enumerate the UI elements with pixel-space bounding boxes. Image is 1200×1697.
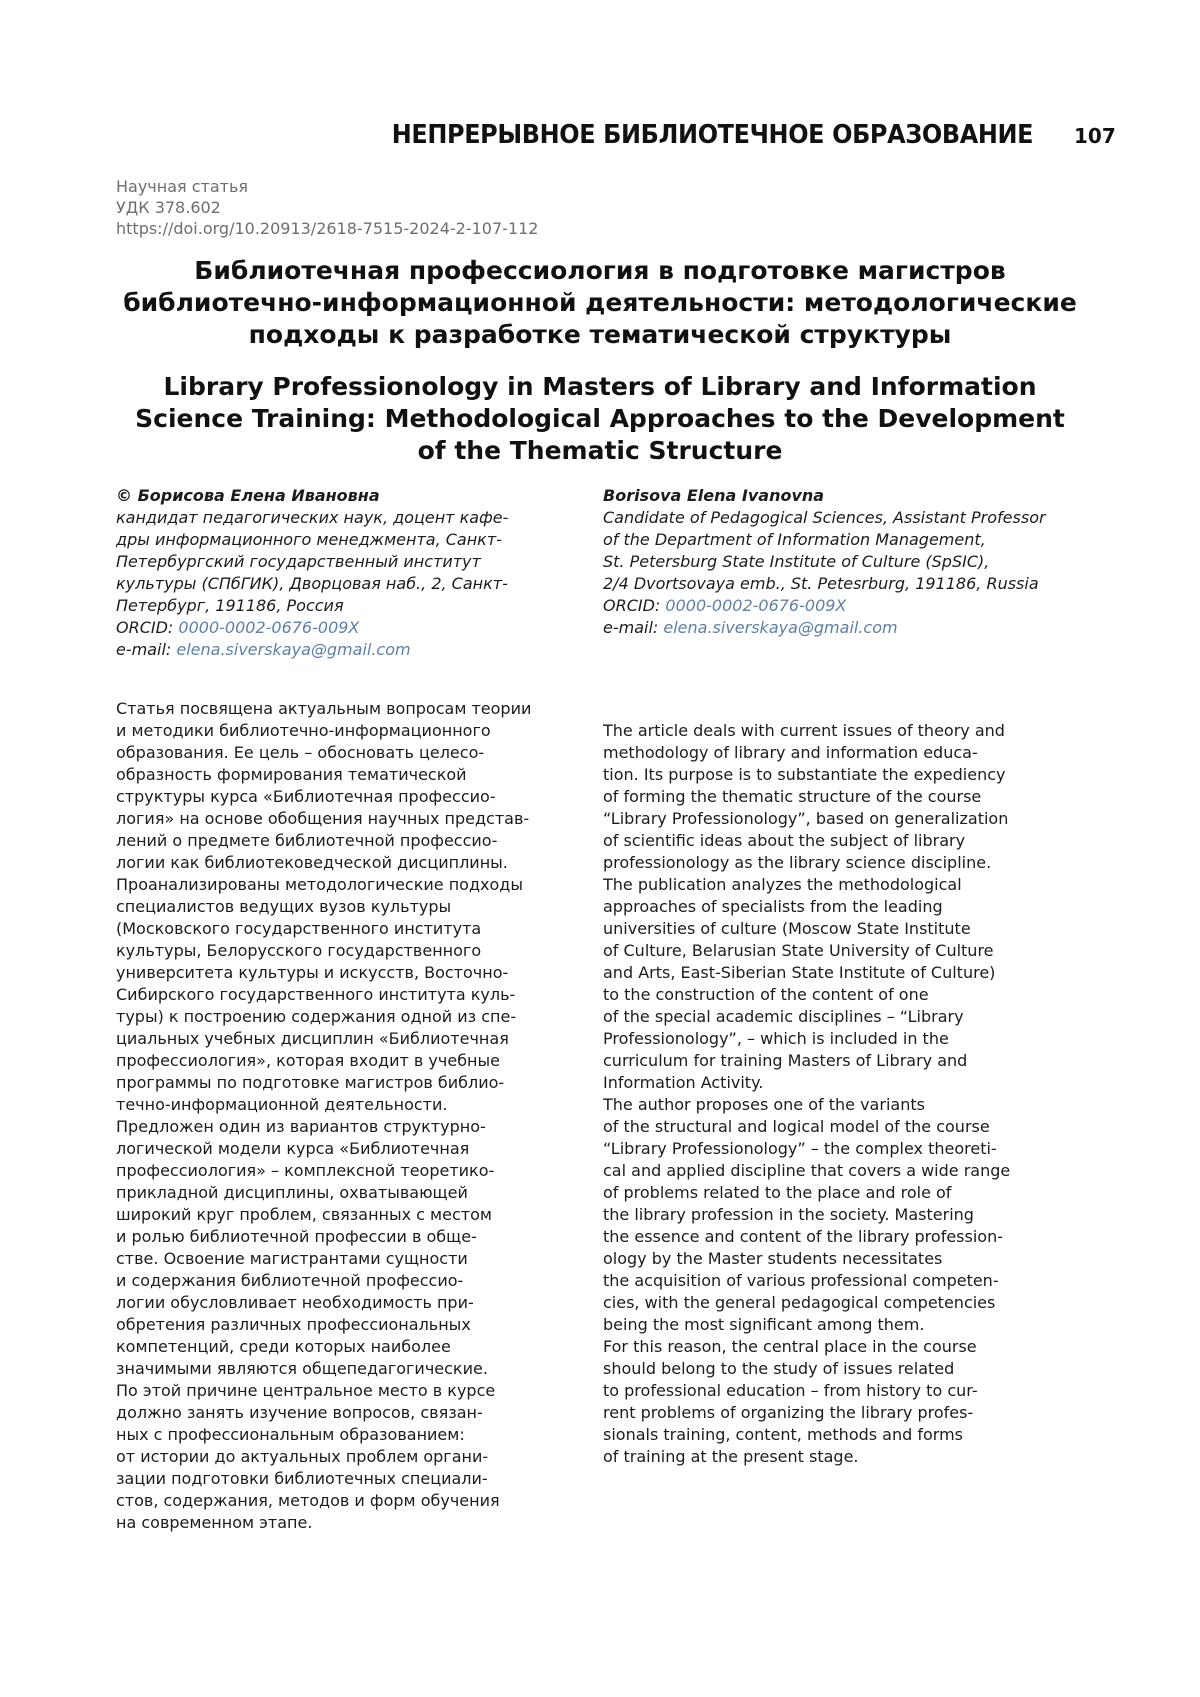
abstract-line: программы по подготовке магистров библио-	[116, 1073, 505, 1092]
abstract-line: the library profession in the society. Mastering	[603, 1205, 974, 1224]
abstract-line: professionology as the library science discipline.	[603, 853, 992, 872]
abstract-line: образования. Ее цель – обосновать целесо-	[116, 743, 485, 762]
abstract-line: tion. Its purpose is to substantiate the expediency	[603, 765, 1006, 784]
abstract-line: cal and applied discipline that covers a wide range	[603, 1161, 1011, 1180]
abstract-line: Статья посвящена актуальным вопросам теории	[116, 699, 532, 718]
abstract-line: от истории до актуальных проблем органи-	[116, 1447, 489, 1466]
abstract-line: Сибирского государственного института куль-	[116, 985, 516, 1004]
abstract-line: должно занять изучение вопросов, связан-	[116, 1403, 483, 1422]
orcid-row	[603, 595, 1073, 617]
title-en-line: Library Professionology in Masters of Library and Information	[163, 372, 1037, 401]
abstract-line: обретения различных профессиональных	[116, 1315, 471, 1334]
article-meta	[116, 176, 538, 239]
abstract-line: to the construction of the content of one	[603, 985, 929, 1004]
abstract-line: и методики библиотечно-информационного	[116, 721, 491, 740]
abstract-line: логия» на основе обобщения научных представ-	[116, 809, 530, 828]
email-label: e-mail:	[603, 618, 664, 637]
abstract-line: (Московского государственного института	[116, 919, 482, 938]
title-en-line: Science Training: Methodological Approaches to the Development	[135, 404, 1065, 433]
affiliation-line: Candidate of Pedagogical Sciences, Assistant Professor	[603, 508, 1046, 527]
abstract-line: being the most significant among them.	[603, 1315, 925, 1334]
abstract-line: of training at the present stage.	[603, 1447, 859, 1466]
abstract-line: профессиология» – комплексной теоретико-	[116, 1161, 495, 1180]
affiliation-line: дры информационного менеджмента, Санкт-	[116, 530, 502, 549]
email-link[interactable]: elena.siverskaya@gmail.com	[663, 618, 898, 637]
abstract-line: of scientific ideas about the subject of library	[603, 831, 966, 850]
abstract-line: прикладной дисциплины, охватывающей	[116, 1183, 468, 1202]
abstract-line: methodology of library and information educa-	[603, 743, 978, 762]
orcid-label: ORCID:	[603, 596, 666, 615]
doi-link[interactable]: https://doi.org/10.20913/2618-7515-2024-2-107-112	[116, 219, 539, 238]
author-info-ru	[116, 485, 556, 661]
abstract-line: логии обусловливает необходимость при-	[116, 1293, 474, 1312]
abstract-line: “Library Professionology” – the complex theoreti-	[603, 1139, 997, 1158]
udc-code: УДК 378.602	[116, 198, 221, 217]
abstract-line: значимыми являются общепедагогические.	[116, 1359, 488, 1378]
title-ru-line: библиотечно-информационной деятельности: методологические	[123, 288, 1077, 317]
abstract-line: rent problems of organizing the library profes-	[603, 1403, 974, 1422]
orcid-label: ORCID:	[116, 618, 179, 637]
title-ru-line: Библиотечная профессиология в подготовке магистров	[194, 256, 1006, 285]
abstract-line: По этой причине центральное место в курсе	[116, 1381, 496, 1400]
email-link[interactable]: elena.siverskaya@gmail.com	[176, 640, 411, 659]
abstract-line: For this reason, the central place in the course	[603, 1337, 977, 1356]
abstract-line: и содержания библиотечной профессио-	[116, 1271, 464, 1290]
abstract-line: профессиология», которая входит в учебные	[116, 1051, 500, 1070]
abstract-line: approaches of specialists from the leading	[603, 897, 943, 916]
affiliation-line: of the Department of Information Management,	[603, 530, 986, 549]
abstract-line: The author proposes one of the variants	[603, 1095, 925, 1114]
abstract-line: и ролью библиотечной профессии в обще-	[116, 1227, 477, 1246]
author-info-en	[603, 485, 1073, 639]
orcid-row	[116, 617, 556, 639]
abstract-line: universities of culture (Moscow State Institute	[603, 919, 971, 938]
abstract-line: компетенций, среди которых наиболее	[116, 1337, 451, 1356]
abstract-line: cies, with the general pedagogical competencies	[603, 1293, 996, 1312]
abstract-line: the essence and content of the library profession-	[603, 1227, 1003, 1246]
affiliation-line: кандидат педагогических наук, доцент кафе-	[116, 508, 509, 527]
abstract-line: sionals training, content, methods and forms	[603, 1425, 964, 1444]
affiliation-line: культуры (СПбГИК), Дворцовая наб., 2, Санкт-	[116, 574, 508, 593]
affiliation-line: Петербург, 191186, Россия	[116, 596, 344, 615]
title-en-line: of the Thematic Structure	[417, 436, 783, 465]
abstract-line: образность формирования тематической	[116, 765, 467, 784]
author-name-ru: © Борисова Елена Ивановна	[116, 486, 380, 505]
abstract-line: of the structural and logical model of the course	[603, 1117, 990, 1136]
abstract-line: стве. Освоение магистрантами сущности	[116, 1249, 468, 1268]
abstract-line: широкий круг проблем, связанных с местом	[116, 1205, 492, 1224]
orcid-link[interactable]: 0000-0002-0676-009X	[665, 596, 847, 615]
abstract-line: The publication analyzes the methodological	[603, 875, 962, 894]
abstract-line: to professional education – from history to cur-	[603, 1381, 978, 1400]
abstract-ru	[116, 698, 556, 1534]
abstract-line: “Library Professionology”, based on generalization	[603, 809, 1009, 828]
abstract-line: логии как библиотековедческой дисциплины.	[116, 853, 508, 872]
article-title-ru	[90, 255, 1110, 351]
abstract-line: специалистов ведущих вузов культуры	[116, 897, 452, 916]
abstract-line: на современном этапе.	[116, 1513, 313, 1532]
abstract-line: стов, содержания, методов и форм обучения	[116, 1491, 500, 1510]
abstract-line: of Culture, Belarusian State University of Culture	[603, 941, 994, 960]
abstract-line: университета культуры и искусств, Восточно-	[116, 963, 509, 982]
abstract-line: of problems related to the place and role of	[603, 1183, 952, 1202]
affiliation-line: Петербургский государственный институт	[116, 552, 481, 571]
abstract-line: curriculum for training Masters of Library and	[603, 1051, 968, 1070]
abstract-line: ных с профессиональным образованием:	[116, 1425, 465, 1444]
title-ru-line: подходы к разработке тематической структуры	[248, 320, 952, 349]
abstract-line: of forming the thematic structure of the course	[603, 787, 982, 806]
email-row	[116, 639, 556, 661]
affiliation-line: 2/4 Dvortsovaya emb., St. Petesrburg, 191186, Russia	[603, 574, 1039, 593]
orcid-link[interactable]: 0000-0002-0676-009X	[178, 618, 360, 637]
abstract-line: should belong to the study of issues related	[603, 1359, 955, 1378]
abstract-line: ology by the Master students necessitates	[603, 1249, 943, 1268]
abstract-line: течно-информационной деятельности.	[116, 1095, 448, 1114]
abstract-line: лений о предмете библиотечной профессио-	[116, 831, 498, 850]
email-row	[603, 617, 1073, 639]
abstract-line: of the special academic disciplines – “Library	[603, 1007, 964, 1026]
abstract-line: туры) к построению содержания одной из спе-	[116, 1007, 517, 1026]
abstract-line: зации подготовки библиотечных специали-	[116, 1469, 488, 1488]
abstract-line: Проанализированы методологические подходы	[116, 875, 523, 894]
abstract-line: культуры, Белорусского государственного	[116, 941, 482, 960]
abstract-en	[603, 720, 1073, 1468]
abstract-line: структуры курса «Библиотечная профессио-	[116, 787, 496, 806]
article-title-en	[90, 371, 1110, 467]
email-label: e-mail:	[116, 640, 177, 659]
article-type: Научная статья	[116, 177, 249, 196]
journal-section-title: НЕПРЕРЫВНОЕ БИБЛИОТЕЧНОЕ ОБРАЗОВАНИЕ	[391, 120, 1033, 150]
abstract-line: and Arts, East-Siberian State Institute of Culture)	[603, 963, 996, 982]
page-number: 107	[1074, 124, 1116, 148]
abstract-line: the acquisition of various professional competen-	[603, 1271, 999, 1290]
abstract-line: Предложен один из вариантов структурно-	[116, 1117, 486, 1136]
abstract-line: циальных учебных дисциплин «Библиотечная	[116, 1029, 509, 1048]
abstract-line: логической модели курса «Библиотечная	[116, 1139, 470, 1158]
abstract-line: The article deals with current issues of theory and	[603, 721, 1005, 740]
abstract-line: Information Activity.	[603, 1073, 764, 1092]
author-name-en: Borisova Elena Ivanovna	[603, 486, 825, 505]
affiliation-line: St. Petersburg State Institute of Culture (SpSIC),	[603, 552, 990, 571]
abstract-line: Professionology”, – which is included in the	[603, 1029, 949, 1048]
